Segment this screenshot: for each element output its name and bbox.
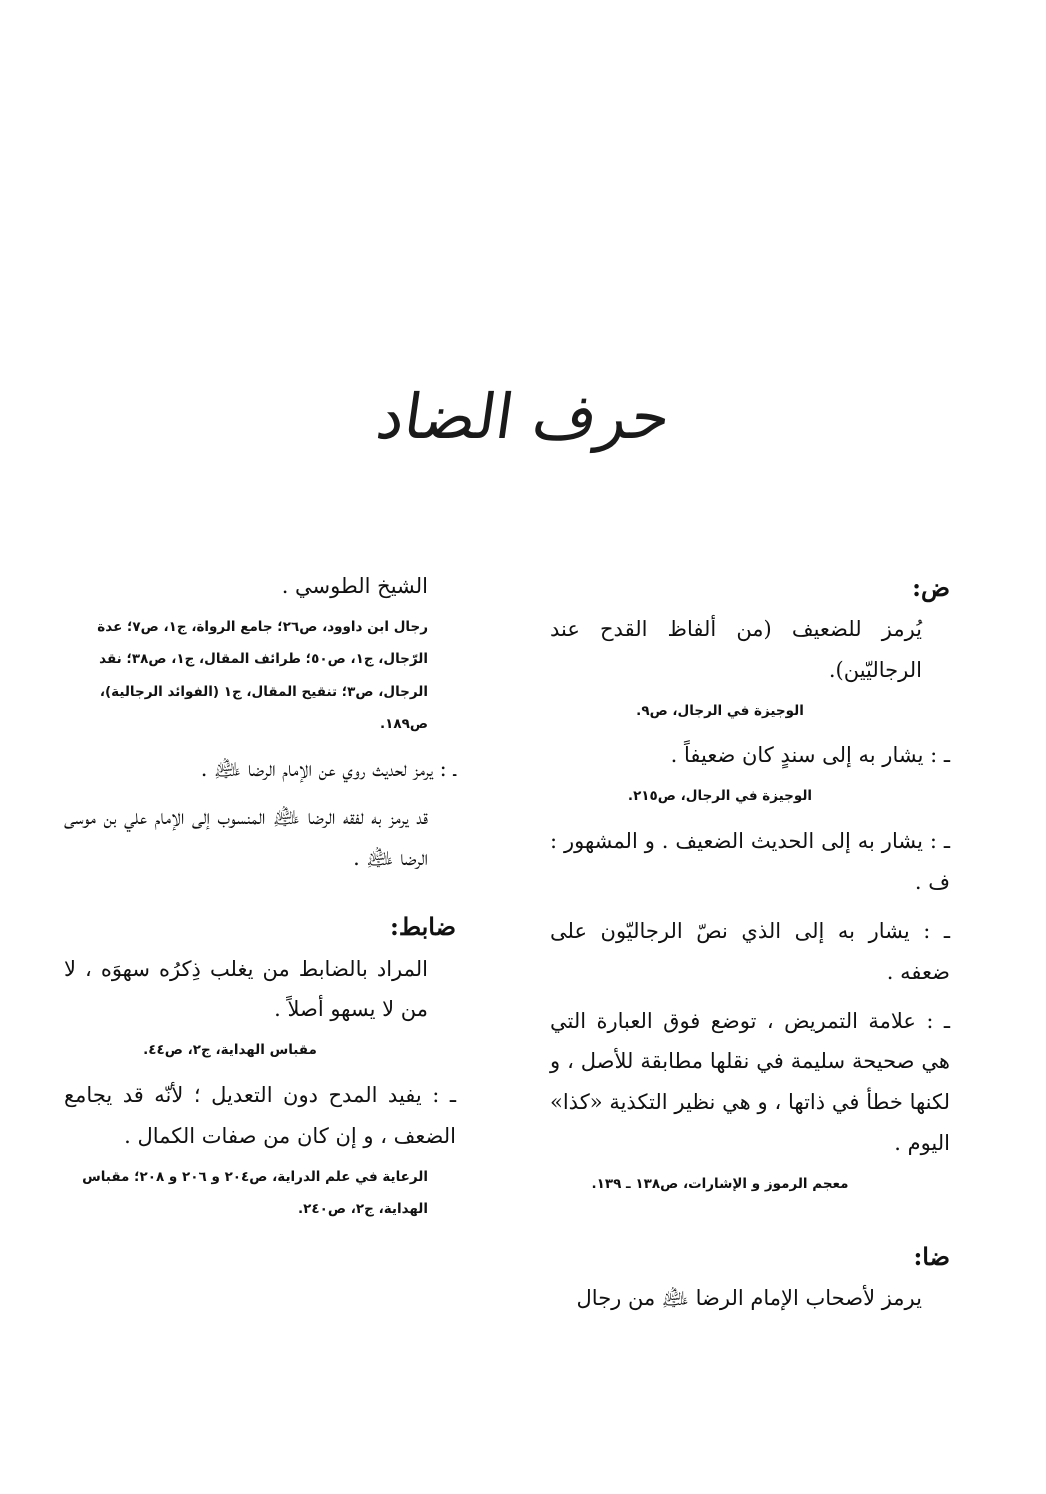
definition-paragraph: ـ : يفيد المدح دون التعديل ؛ لأنّه قد يجامع الضعف ، و إن كان من صفات الكمال . <box>64 1082 456 1148</box>
continuation-text: الشيخ الطوسي . <box>281 574 428 598</box>
headword-dad: ض: <box>912 573 950 602</box>
definition-paragraph: المراد بالضابط من يغلب ذِكرُه سهوَه ، لا من لا يسهو أصلاً . <box>64 956 428 1022</box>
definition-paragraph: يرمز لأصحاب الإمام الرضا ﵇ من رجال <box>576 1285 922 1310</box>
headword-dabit: ضابط: <box>389 912 456 942</box>
definition-paragraph: يُرمز للضعيف (من ألفاظ القدح عند الرجاليّين). <box>550 617 922 683</box>
reference-citation: الوجيزة في الرجال، ص٩. <box>636 703 804 720</box>
reference-citation: رجال ابن داوود، ص٢٦؛ جامع الرواة، ج١، ص٧؛ عدة الرّجال، ج١، ص٥٠؛ طرائف المقال، ج١، ص٣٨؛ نقد الرجال، ص٣؛ تنقيح المقال، ج١ (الفوائد الرجالية)، ص١٨٩. <box>97 618 428 733</box>
definition-paragraph: ـ : علامة التمريض ، توضع فوق العبارة التي هي صحيحة سليمة في نقلها مطابقة للأصل ، و لكنها خطأ في ذاتها ، و هي نظير التكذية «كذا» اليوم . <box>550 1008 950 1156</box>
chapter-heading <box>0 380 1046 454</box>
definition-paragraph: قد يرمز به لفقه الرضا ﵇ المنسوب إلى الإمام علي بن موسى الرضا ﵇ . <box>64 805 428 871</box>
right-column <box>550 566 950 1319</box>
calligraphic-title: حرف الضاد <box>371 380 675 453</box>
definition-paragraph: ـ : يرمز لحديث روي عن الإمام الرضا ﵇ . <box>200 756 456 781</box>
reference-citation: الوجيزة في الرجال، ص٢١٥. <box>627 788 813 805</box>
definition-paragraph: ـ : يشار به إلى سندٍ كان ضعيفاً . <box>670 743 950 768</box>
reference-citation: معجم الرموز و الإشارات، ص١٣٨ ـ ١٣٩. <box>591 1176 849 1193</box>
definition-paragraph: ـ : يشار به إلى الحديث الضعيف . و المشهور : ف . <box>550 828 950 894</box>
left-column <box>64 566 456 1233</box>
reference-citation: الرعاية في علم الدراية، ص٢٠٤ و ٢٠٦ و ٢٠٨؛ مقباس الهداية، ج٢، ص٢٤٠. <box>82 1168 428 1218</box>
reference-citation: مقباس الهداية، ج٢، ص٤٤. <box>143 1042 317 1059</box>
definition-paragraph: ـ : يشار به إلى الذي نصّ الرجاليّون على ضعفه . <box>550 918 950 984</box>
headword-dad-alif: ضا: <box>913 1241 950 1271</box>
